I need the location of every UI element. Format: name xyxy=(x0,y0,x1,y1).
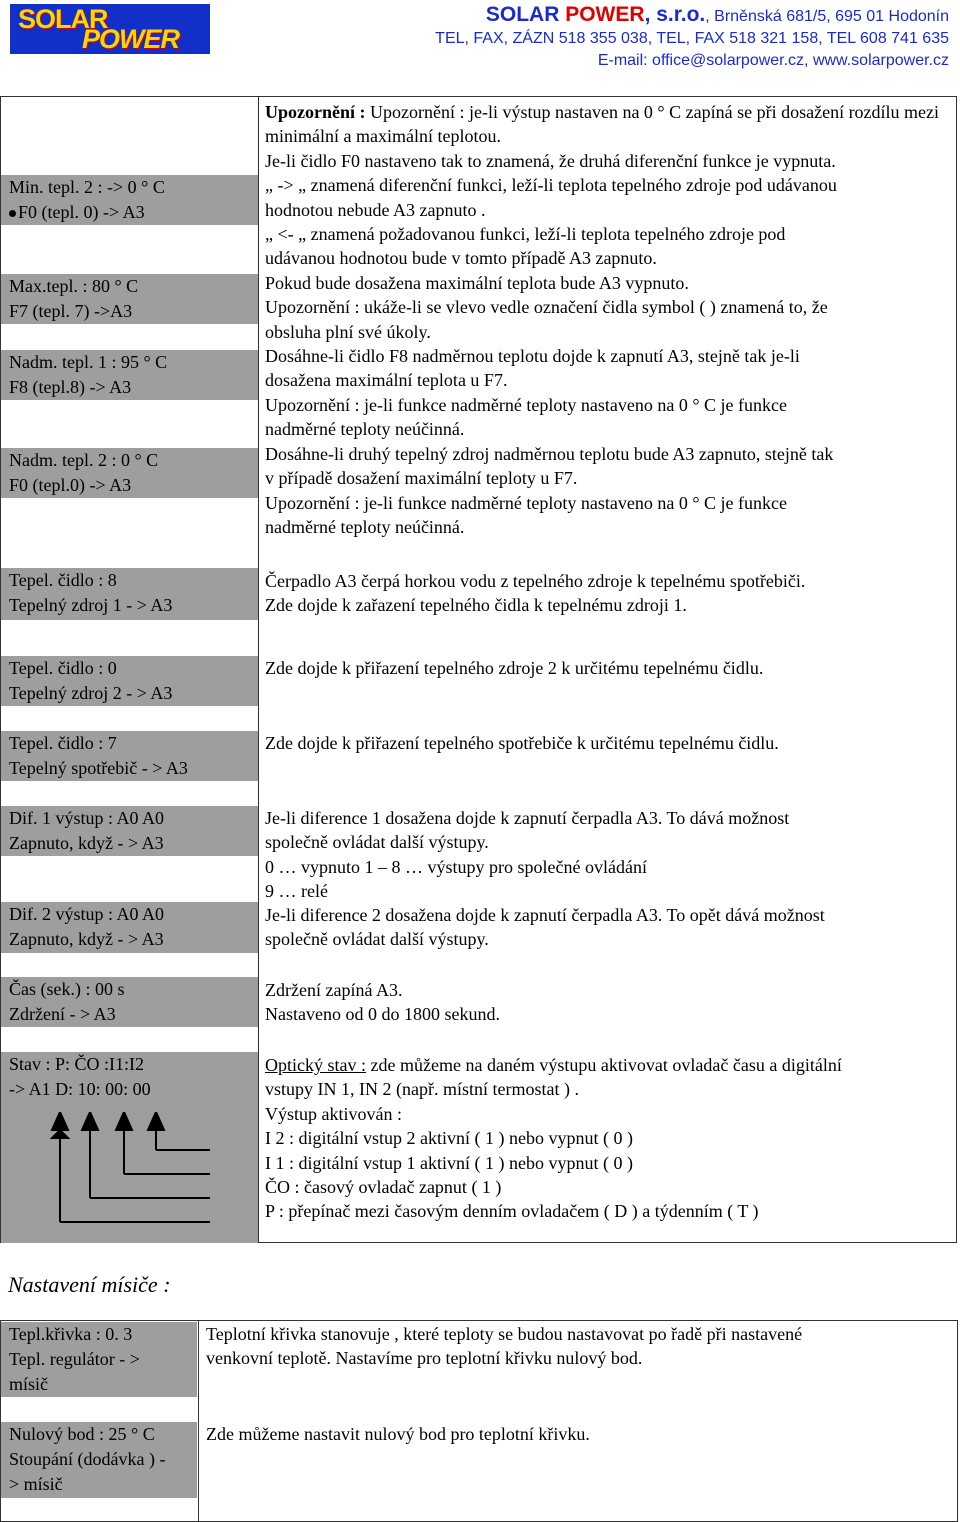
arrow-up-icon xyxy=(52,1112,68,1130)
setting-sensor-source-1 xyxy=(1,568,258,620)
arrow-up-icon xyxy=(82,1112,98,1130)
setting-line: F0 (tepl.0) -> A3 xyxy=(9,475,132,495)
company-name-power: POWER xyxy=(565,3,645,26)
company-name-solar: SOLAR xyxy=(485,3,566,26)
description-zero-point xyxy=(206,1422,946,1446)
text-line: venkovní teplotě. Nastavíme pro teplotní křivku nulový bod. xyxy=(206,1348,643,1369)
logo-text-solar: SOLAR xyxy=(18,4,108,34)
setting-line: Zapnuto, když - > A3 xyxy=(9,929,164,949)
text-line: Zde dojde k přiřazení tepelného zdroje 2 k určitému tepelnému čidlu. xyxy=(265,658,764,678)
description-heating-curve xyxy=(206,1322,946,1371)
company-address: , Brněnská 681/5, 695 01 Hodonín xyxy=(705,8,949,25)
setting-line: Tepelný zdroj 2 - > A3 xyxy=(9,683,173,703)
text-line: I 1 : digitální vstup 1 aktivní ( 1 ) nebo vypnut ( 0 ) xyxy=(265,1152,633,1173)
text-line: hodnotou nebude A3 zapnuto . xyxy=(265,199,486,220)
setting-line: Zdržení - > A3 xyxy=(9,1004,116,1024)
text-line: Výstup aktivován : xyxy=(265,1103,402,1124)
text-line: Zdržení zapíná A3. xyxy=(265,980,403,1000)
text-line: Je-li čidlo F0 nastaveno tak to znamená, že druhá diferenční funkce je vypnuta. xyxy=(265,150,836,171)
setting-overtemp-1 xyxy=(1,350,258,400)
setting-line: -> A1 D: 10: 00: 00 xyxy=(9,1079,151,1099)
description-sensor-source-2 xyxy=(265,656,955,680)
mixer-column-divider xyxy=(198,1320,199,1522)
setting-line: Zapnuto, když - > A3 xyxy=(9,833,164,853)
company-header xyxy=(435,4,949,72)
company-phones: TEL, FAX, ZÁZN 518 355 038, TEL, FAX 518 321 158, TEL 608 741 635 xyxy=(435,30,949,47)
text-line: Upozornění : je-li funkce nadměrné teploty nastaveno na 0 ° C je funkce xyxy=(265,492,788,513)
text-line-body: Upozornění : je-li výstup nastaven na 0 ° C zapíná se při dosažení rozdílu mezi xyxy=(370,102,940,122)
text-line xyxy=(265,1053,955,1077)
description-diff-2 xyxy=(265,903,955,952)
description-diff-1 xyxy=(265,806,955,904)
setting-line-text: F0 (tepl. 0) -> A3 xyxy=(18,202,145,222)
text-line: I 2 : digitální vstup 2 aktivní ( 1 ) nebo vypnut ( 0 ) xyxy=(265,1128,633,1149)
company-name-suffix: , s.r.o. xyxy=(644,3,706,26)
setting-heating-curve xyxy=(1,1322,197,1397)
setting-line: Tepel. čidlo : 0 xyxy=(9,658,117,678)
setting-line: Min. tepl. 2 : -> 0 ° C xyxy=(9,177,165,197)
text-line: společně ovládat další výstupy. xyxy=(265,832,489,853)
company-email: E-mail: office@solarpower.cz, www.solarpower.cz xyxy=(597,52,949,69)
bullet-dot-icon xyxy=(9,210,16,217)
setting-line: > mísič xyxy=(9,1474,63,1494)
setting-delay-time xyxy=(1,977,258,1027)
text-line: vstupy IN 1, IN 2 (např. místní termostat ) . xyxy=(265,1079,579,1100)
text-line: Nastaveno od 0 do 1800 sekund. xyxy=(265,1004,500,1025)
setting-line: Nulový bod : 25 ° C xyxy=(9,1424,155,1444)
setting-diff-2-output xyxy=(1,902,258,953)
setting-line: Tepel. čidlo : 7 xyxy=(9,733,117,753)
text-line: minimální a maximální teplotou. xyxy=(265,126,501,147)
logo-text-power: POWER xyxy=(82,24,180,54)
company-name-line xyxy=(435,4,949,28)
company-logo xyxy=(10,4,210,54)
text-line: společně ovládat další výstupy. xyxy=(265,929,489,950)
text-line: P : přepínač mezi časovým denním ovladačem ( D ) a týdenním ( T ) xyxy=(265,1201,759,1222)
text-line: udávanou hodnotou bude v tomto případě A3 zapnuto. xyxy=(265,248,657,269)
setting-diff-1-output xyxy=(1,806,258,856)
setting-line: Dif. 2 výstup : A0 A0 xyxy=(9,904,165,924)
text-line: Upozornění : je-li funkce nadměrné teploty nastaveno na 0 ° C je funkce xyxy=(265,394,788,415)
description-thresholds xyxy=(265,100,955,539)
setting-line: Tepl. regulátor - > xyxy=(9,1349,140,1369)
text-line: nadměrné teploty neúčinná. xyxy=(265,419,465,440)
text-line: 9 … relé xyxy=(265,881,328,902)
text-line: Upozornění : Upozornění : je-li výstup nastaven na 0 ° C zapíná se při dosažení rozdílu mezi xyxy=(265,102,940,122)
status-pointer-arrows xyxy=(50,1112,210,1240)
text-line: Zde dojde k přiřazení tepelného spotřebiče k určitému tepelnému čidlu. xyxy=(265,733,779,753)
text-line: „ -> „ znamená diferenční funkci, leží-li teplota tepelného zdroje pod udávanou xyxy=(265,175,837,196)
description-sensor-consumer xyxy=(265,731,955,755)
text-line: obsluha plní své úkoly. xyxy=(265,321,431,342)
setting-line: Max.tepl. : 80 ° C xyxy=(9,276,139,296)
setting-line: F7 (tepl. 7) ->A3 xyxy=(9,301,133,321)
text-line: Je-li diference 1 dosažena dojde k zapnutí čerpadla A3. To dává možnost xyxy=(265,808,790,828)
setting-line: mísič xyxy=(9,1374,48,1394)
arrow-up-icon xyxy=(148,1112,164,1130)
setting-line: Dif. 1 výstup : A0 A0 xyxy=(9,808,165,828)
text-line: v případě dosažení maximální teploty u F7. xyxy=(265,468,578,489)
setting-line-bulleted xyxy=(9,200,258,225)
text-line: Dosáhne-li čidlo F8 nadměrnou teplotu dojde k zapnutí A3, stejně tak je-li xyxy=(265,346,800,367)
arrow-up-icon xyxy=(116,1112,132,1130)
setting-line: Tepl.křivka : 0. 3 xyxy=(9,1324,133,1344)
text-line: Upozornění : ukáže-li se vlevo vedle označení čidla symbol ( ) znamená to, že xyxy=(265,297,828,318)
setting-line: Nadm. tepl. 1 : 95 ° C xyxy=(9,352,168,372)
text-line: Čerpadlo A3 čerpá horkou vodu z tepelného zdroje k tepelnému spotřebiči. xyxy=(265,571,806,591)
setting-line: Nadm. tepl. 2 : 0 ° C xyxy=(9,450,159,470)
setting-sensor-consumer xyxy=(1,731,258,781)
text-line: Pokud bude dosažena maximální teplota bude A3 vypnuto. xyxy=(265,272,689,293)
setting-max-temp xyxy=(1,274,258,324)
description-state xyxy=(265,1053,955,1224)
setting-zero-point xyxy=(1,1422,197,1498)
setting-line: Stav : P: ČO :I1:I2 xyxy=(9,1054,145,1074)
setting-min-temp-2 xyxy=(1,175,258,225)
setting-line: Tepelný zdroj 1 - > A3 xyxy=(9,595,173,615)
setting-sensor-source-2 xyxy=(1,656,258,706)
setting-line: Tepelný spotřebič - > A3 xyxy=(9,758,188,778)
text-line: „ <- „ znamená požadovanou funkci, leží-li teplota tepelného zdroje pod xyxy=(265,224,786,245)
setting-line: F8 (tepl.8) -> A3 xyxy=(9,377,132,397)
setting-overtemp-2 xyxy=(1,448,258,498)
optical-state-label: Optický stav : xyxy=(265,1055,366,1075)
setting-line: Tepel. čidlo : 8 xyxy=(9,570,117,590)
description-sensor-source-1 xyxy=(265,569,955,618)
setting-line: Čas (sek.) : 00 s xyxy=(9,979,125,999)
text-line: ČO : časový ovladač zapnut ( 1 ) xyxy=(265,1177,502,1198)
text-line: Teplotní křivka stanovuje , které teploty se budou nastavovat po řadě při nastavené xyxy=(206,1324,803,1344)
text-line: Zde dojde k zařazení tepelného čidla k tepelnému zdroji 1. xyxy=(265,595,687,616)
text-line: nadměrné teploty neúčinná. xyxy=(265,516,465,537)
text-line: 0 … vypnuto 1 – 8 … výstupy pro společné ovládání xyxy=(265,856,647,877)
text-line: Zde můžeme nastavit nulový bod pro teplotní křivku. xyxy=(206,1424,590,1444)
description-delay xyxy=(265,978,955,1027)
text-line-body: zde můžeme na daném výstupu aktivovat ovladač času a digitální xyxy=(366,1055,842,1075)
text-line: dosažena maximální teplota u F7. xyxy=(265,370,508,391)
setting-line: Stoupání (dodávka ) - xyxy=(9,1449,166,1469)
section-title-mixer: Nastavení mísiče : xyxy=(8,1272,171,1297)
text-line: Je-li diference 2 dosažena dojde k zapnutí čerpadla A3. To opět dává možnost xyxy=(265,905,825,925)
text-line: Dosáhne-li druhý tepelný zdroj nadměrnou teplotu bude A3 zapnuto, stejně tak xyxy=(265,443,834,464)
